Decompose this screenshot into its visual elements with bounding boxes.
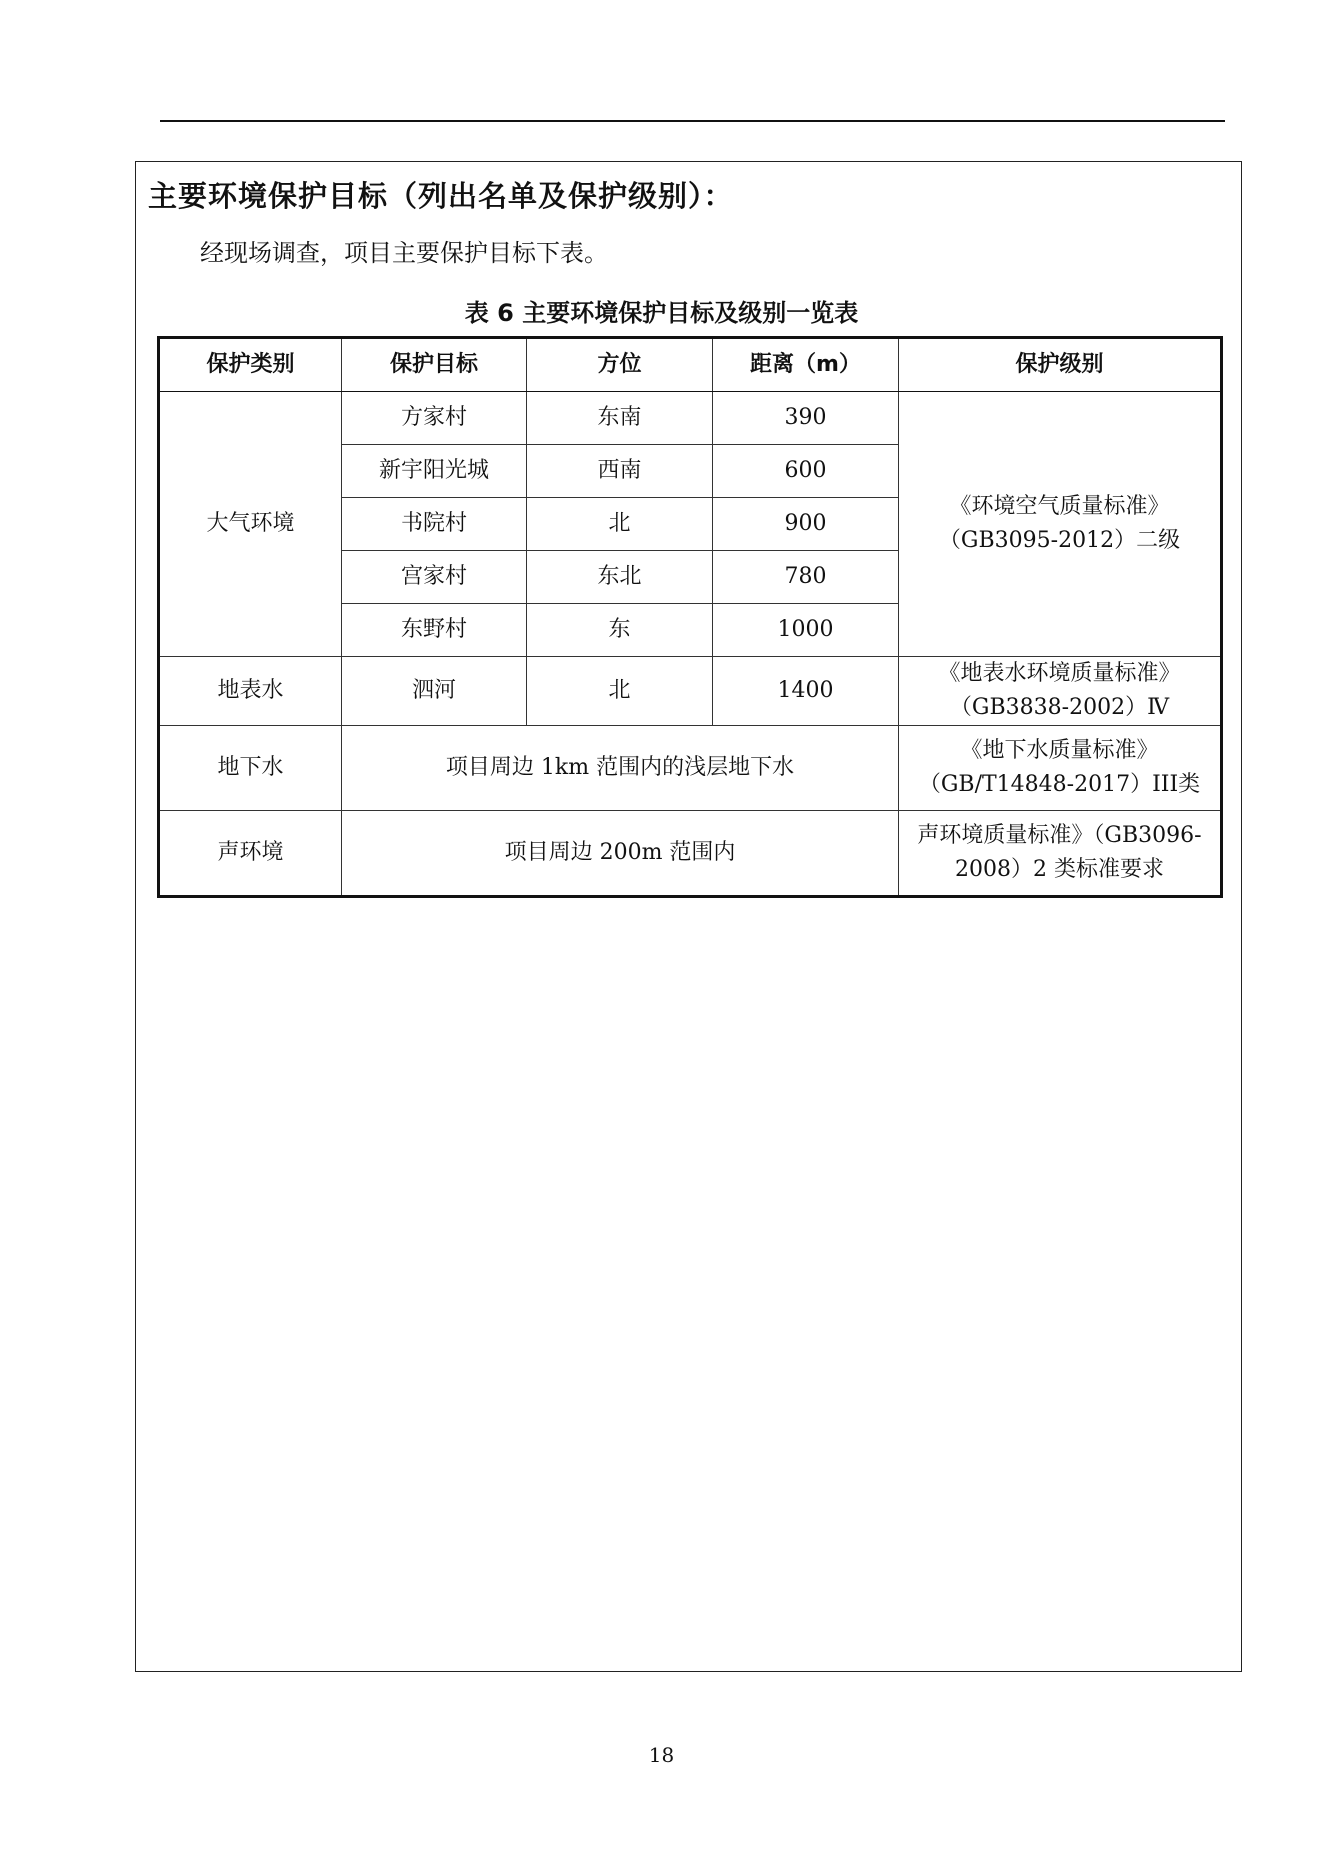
cell-target: 泗河 — [342, 657, 527, 726]
protection-targets-table — [157, 336, 1223, 898]
header-direction: 方位 — [527, 338, 713, 392]
cell-target: 宫家村 — [342, 551, 527, 604]
level-line: （GB3095-2012）二级 — [938, 528, 1181, 553]
cell-direction: 北 — [527, 498, 713, 551]
level-line: 声环境质量标准》（GB3096- — [917, 823, 1202, 848]
cell-distance: 1000 — [713, 604, 899, 657]
level-line: 《地下水质量标准》 — [960, 738, 1159, 763]
cell-category-air: 大气环境 — [159, 392, 342, 657]
cell-target-noise: 项目周边 200m 范围内 — [342, 811, 899, 897]
level-line: 《环境空气质量标准》 — [949, 494, 1170, 519]
cell-direction: 东北 — [527, 551, 713, 604]
table-row — [159, 392, 1222, 445]
cell-target: 方家村 — [342, 392, 527, 445]
cell-category-noise: 声环境 — [159, 811, 342, 897]
cell-category-groundwater: 地下水 — [159, 726, 342, 811]
level-line: 《地表水环境质量标准》 — [938, 661, 1181, 686]
header-rule — [160, 120, 1225, 122]
level-line: （GB/T14848-2017）III类 — [918, 772, 1201, 797]
cell-distance: 600 — [713, 445, 899, 498]
cell-distance: 1400 — [713, 657, 899, 726]
cell-level-air — [899, 392, 1222, 657]
cell-target: 新宇阳光城 — [342, 445, 527, 498]
cell-level-noise — [899, 811, 1222, 897]
cell-level-groundwater — [899, 726, 1222, 811]
cell-direction: 北 — [527, 657, 713, 726]
table-caption: 表 6 主要环境保护目标及级别一览表 — [464, 299, 859, 327]
page-number: 18 — [648, 1743, 675, 1767]
table-row — [159, 657, 1222, 726]
header-category: 保护类别 — [159, 338, 342, 392]
cell-level-surface-water — [899, 657, 1222, 726]
cell-distance: 390 — [713, 392, 899, 445]
cell-target: 书院村 — [342, 498, 527, 551]
cell-direction: 东南 — [527, 392, 713, 445]
header-distance: 距离（m） — [713, 338, 899, 392]
cell-direction: 西南 — [527, 445, 713, 498]
header-target: 保护目标 — [342, 338, 527, 392]
cell-category-surface-water: 地表水 — [159, 657, 342, 726]
table-row — [159, 811, 1222, 897]
section-title: 主要环境保护目标（列出名单及保护级别）： — [148, 179, 734, 213]
header-level: 保护级别 — [899, 338, 1222, 392]
cell-direction: 东 — [527, 604, 713, 657]
table-row — [159, 726, 1222, 811]
table-header-row — [159, 338, 1222, 392]
cell-distance: 780 — [713, 551, 899, 604]
cell-target-groundwater: 项目周边 1km 范围内的浅层地下水 — [342, 726, 899, 811]
level-line: （GB3838-2002）Ⅳ — [949, 695, 1170, 720]
cell-target: 东野村 — [342, 604, 527, 657]
intro-paragraph: 经现场调查，项目主要保护目标下表。 — [200, 239, 608, 267]
level-line: 2008）2 类标准要求 — [955, 857, 1164, 882]
cell-distance: 900 — [713, 498, 899, 551]
